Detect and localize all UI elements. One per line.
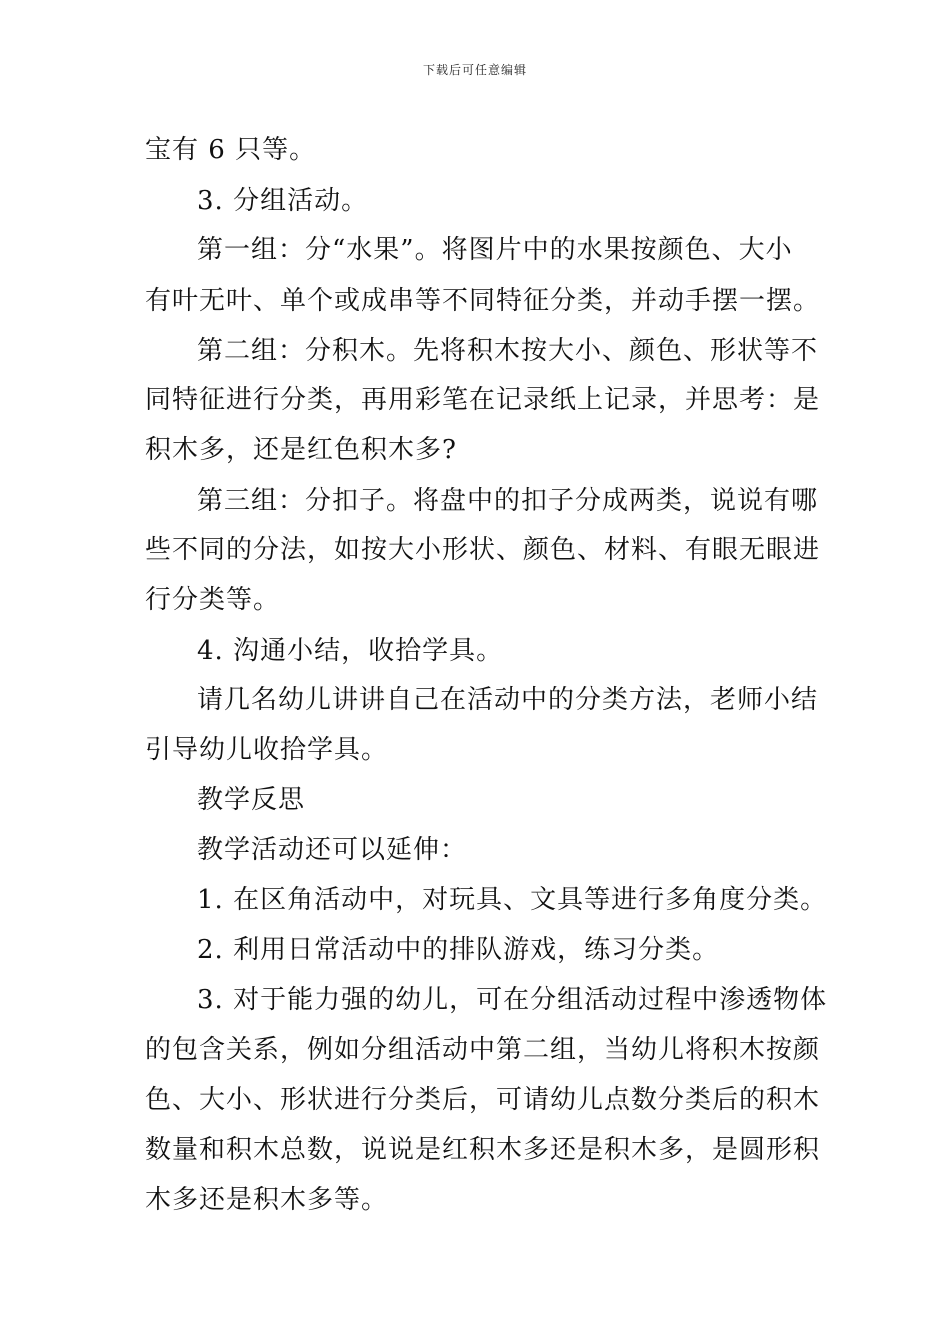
text-line: 有叶无叶、单个或成串等不同特征分类，并动手摆一摆。 bbox=[145, 286, 821, 316]
text-line: 教学活动还可以延伸： bbox=[197, 835, 468, 865]
text-line: 第二组：分积木。先将积木按大小、颜色、形状等不 bbox=[197, 336, 819, 366]
text-line: 第一组：分“水果”。将图片中的水果按颜色、大小 bbox=[197, 235, 793, 265]
text-line: 积木多，还是红色积木多? bbox=[145, 435, 457, 465]
text-line: 同特征进行分类，再用彩笔在记录纸上记录，并思考：是 bbox=[145, 385, 821, 415]
text-line: 行分类等。 bbox=[145, 585, 281, 615]
text-line: 引导幼儿收拾学具。 bbox=[145, 735, 389, 765]
text-line: 数量和积木总数，说说是红积木多还是积木多，是圆形积 bbox=[145, 1135, 821, 1165]
text-line: 教学反思 bbox=[197, 785, 306, 815]
text-line: 3. 分组活动。 bbox=[197, 186, 369, 216]
text-line: 3. 对于能力强的幼儿，可在分组活动过程中渗透物体 bbox=[197, 985, 828, 1015]
text-line: 些不同的分法，如按大小形状、颜色、材料、有眼无眼进 bbox=[145, 535, 821, 565]
text-line: 2. 利用日常活动中的排队游戏，练习分类。 bbox=[197, 935, 720, 965]
text-line: 1. 在区角活动中，对玩具、文具等进行多角度分类。 bbox=[197, 885, 828, 915]
text-line: 宝有 6 只等。 bbox=[145, 135, 317, 165]
text-line: 请几名幼儿讲讲自己在活动中的分类方法，老师小结 bbox=[197, 685, 819, 715]
page-header: 下载后可任意编辑 bbox=[422, 63, 527, 77]
text-line: 第三组：分扣子。将盘中的扣子分成两类，说说有哪 bbox=[197, 486, 819, 516]
text-line: 色、大小、形状进行分类后，可请幼儿点数分类后的积木 bbox=[145, 1085, 821, 1115]
text-line: 的包含关系，例如分组活动中第二组，当幼儿将积木按颜 bbox=[145, 1035, 821, 1065]
text-line: 木多还是积木多等。 bbox=[145, 1185, 389, 1215]
text-line: 4. 沟通小结，收拾学具。 bbox=[197, 636, 504, 666]
